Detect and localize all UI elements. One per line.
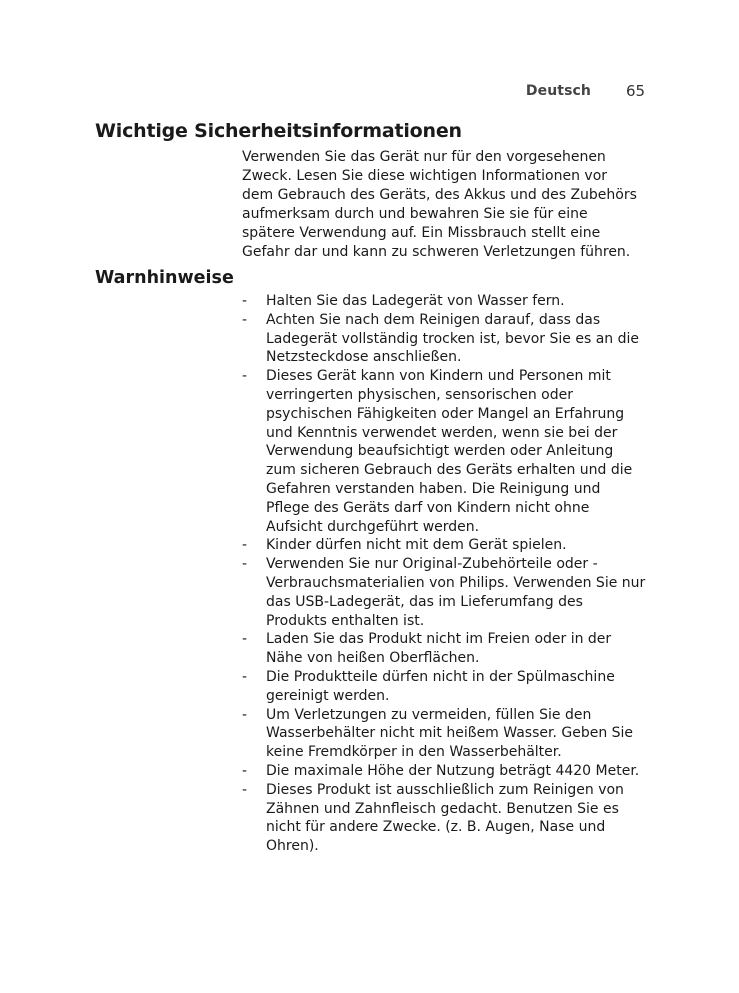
bullet-dash: -	[242, 368, 248, 385]
warning-item	[242, 668, 646, 706]
warnings-heading: Warnhinweise	[95, 268, 234, 288]
intro-paragraph: Verwenden Sie das Gerät nur für den vorgesehenen Zweck. Lesen Sie diese wichtigen Informationen vor dem Gebrauch des Geräts, des Akkus und des Zubehörs aufmerksam durch und bewahren Sie sie für eine spätere Verwendung auf. Ein Missbrauch stellt eine Gefahr dar und kann zu schweren Verletzungen führen.	[242, 149, 637, 260]
bullet-dash: -	[242, 668, 248, 685]
warning-text: Verwenden Sie nur Original-Zubehörteile oder -Verbrauchsmaterialien von Philips. Verwenden Sie nur das USB-Ladegerät, das im Lieferumfang des Produkts enthalten ist.	[266, 556, 646, 629]
warning-text: Dieses Produkt ist ausschließlich zum Reinigen von Zähnen und Zahnfleisch gedacht. Benutzen Sie es nicht für andere Zwecke. (z. B. Augen, Nase und Ohren).	[266, 781, 624, 855]
warnings-list	[242, 292, 646, 856]
bullet-dash: -	[242, 537, 248, 554]
bullet-dash: -	[242, 706, 248, 723]
warning-text: Kinder dürfen nicht mit dem Gerät spielen.	[266, 537, 567, 554]
bullet-dash: -	[242, 762, 248, 779]
warning-text: Die maximale Höhe der Nutzung beträgt 4420 Meter.	[266, 762, 640, 779]
warning-text: Laden Sie das Produkt nicht im Freien oder in der Nähe von heißen Oberflächen.	[266, 631, 612, 667]
warning-item	[242, 781, 646, 856]
warning-item	[242, 367, 646, 536]
warning-text: Dieses Gerät kann von Kindern und Personen mit verringerten physischen, sensorischen oder psychischen Fähigkeiten oder Mangel an Erfahrung und Kenntnis verwendet werden, wenn sie bei der Verwendung beaufsichtigt werden oder Anleitung zum sicheren Gebrauch des Geräts erhalten und die Gefahren verstanden haben. Die Reinigung und Pflege des Geräts darf von Kindern nicht ohne Aufsicht durchgeführt werden.	[266, 368, 633, 535]
page-number: 65	[626, 82, 646, 100]
warning-text: Die Produktteile dürfen nicht in der Spülmaschine gereinigt werden.	[266, 668, 615, 704]
warning-item	[242, 706, 646, 762]
language-label: Deutsch	[525, 83, 591, 99]
bullet-dash: -	[242, 631, 248, 648]
bullet-dash: -	[242, 293, 248, 309]
warning-item	[242, 762, 646, 781]
bullet-dash: -	[242, 781, 248, 798]
warning-text: Achten Sie nach dem Reinigen darauf, dass das Ladegerät vollständig trocken ist, bevor Sie es an die Netzsteckdose anschließen.	[266, 311, 639, 366]
bullet-dash: -	[242, 311, 248, 328]
warning-item	[242, 311, 646, 367]
page-header	[0, 82, 739, 104]
warning-item	[242, 555, 646, 630]
warning-item	[242, 292, 646, 311]
warning-item	[242, 536, 646, 555]
warning-text: Halten Sie das Ladegerät von Wasser fern.	[266, 293, 565, 309]
warning-text: Um Verletzungen zu vermeiden, füllen Sie den Wasserbehälter nicht mit heißem Wasser. Geben Sie keine Fremdkörper in den Wasserbehälter.	[266, 706, 634, 761]
warning-item	[242, 630, 646, 668]
section-title: Wichtige Sicherheitsinformationen	[95, 120, 462, 142]
bullet-dash: -	[242, 556, 248, 573]
